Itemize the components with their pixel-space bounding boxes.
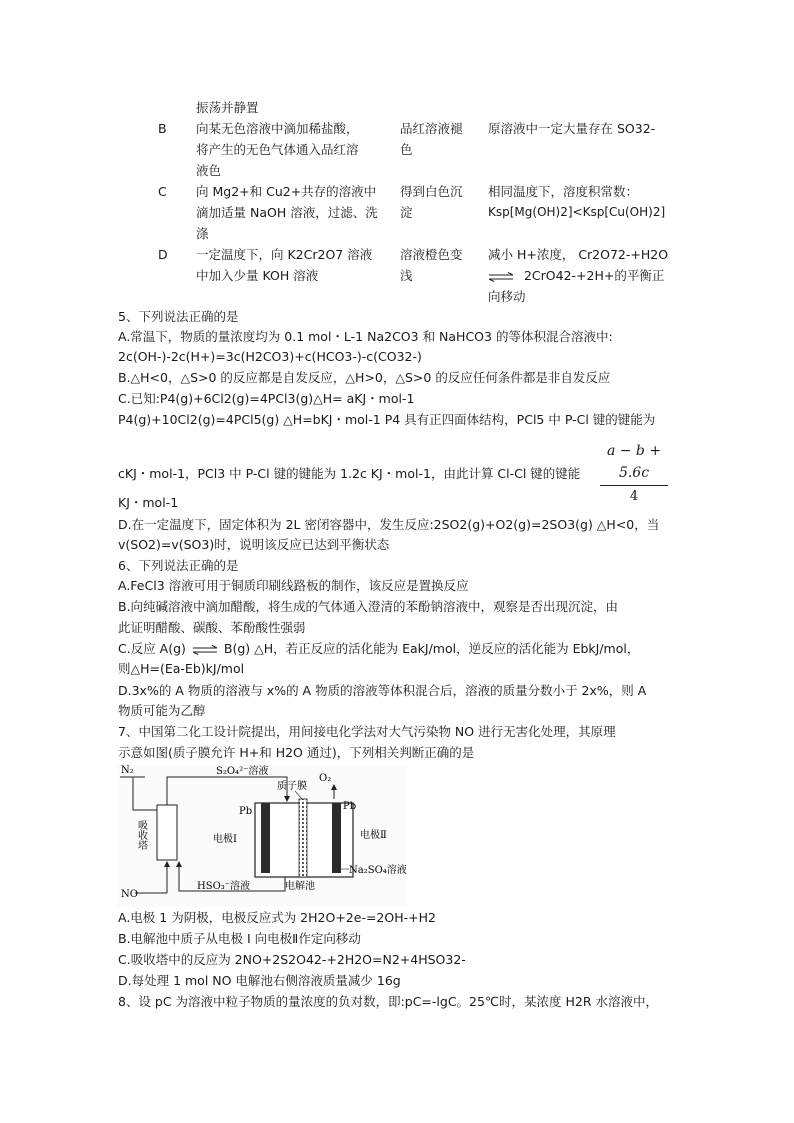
row-d-col4-line1: 减小 H+浓度， Cr2O72-+H2O — [488, 247, 669, 262]
row-c-col3-line1: 得到白色沉 — [400, 184, 463, 199]
q5-title: 5、下列说法正确的是 — [118, 309, 239, 324]
q5-option-a-line2: 2c(OH-)-2c(H+)=3c(H2CO3)+c(HCO3-)-c(CO32-) — [118, 349, 422, 364]
row-d-col4-line2-text: 2CrO42-+2H+的平衡正 — [523, 268, 665, 283]
label-hso3: HSO₃⁻溶液 — [197, 881, 251, 892]
row-c-col3-line2: 淀 — [400, 205, 413, 220]
equilibrium-arrow-icon — [192, 645, 218, 655]
q8-stem-line1: 8、设 pC 为溶液中粒子物质的量浓度的负对数，即:pC=-lgC。25℃时，某浓度 H2R 水溶液中， — [118, 994, 658, 1009]
label-n2: N₂ — [121, 765, 134, 776]
row-b-col2-line3: 液色 — [196, 163, 222, 178]
electrode-1 — [261, 803, 270, 873]
q6-option-a: A.FeCl3 溶液可用于铜质印刷线路板的制作，该反应是置换反应 — [118, 578, 469, 593]
q6-option-c-line2: 则△H=(Ea-Eb)kJ/mol — [118, 661, 245, 676]
q7-option-c: C.吸收塔中的反应为 2NO+2S2O42-+2H2O=N2+4HSO32- — [118, 952, 466, 967]
row-d-col2-line2: 中加入少量 KOH 溶液 — [196, 268, 319, 283]
q6-option-c-suffix: B(g) △H，若正反应的活化能为 EakJ/mol，逆反应的活化能为 EbkJ/mol， — [223, 641, 640, 656]
label-membrane: 质子膜 — [277, 781, 307, 792]
electrolysis-diagram — [117, 765, 407, 907]
q6-option-b-line1: B.向纯碱溶液中滴加醋酸，将生成的气体通入澄清的苯酚钠溶液中，观察是否出现沉淀，由 — [118, 599, 619, 614]
fraction-numerator: a − b + 5.6c — [606, 443, 662, 481]
label-electrode-1: 电极Ⅰ — [213, 834, 237, 845]
absorption-tower — [157, 805, 177, 860]
q5-option-d-line1: D.在一定温度下，固定体积为 2L 密闭容器中，发生反应:2SO2(g)+O2(g)=2SO3(g) △H<0，当 — [118, 517, 660, 532]
row-d-col2-line1: 一定温度下，向 K2Cr2O7 溶液 — [196, 247, 373, 262]
fraction-denominator: 4 — [629, 489, 639, 504]
q6-option-d-line2: 物质可能为乙醇 — [118, 703, 206, 718]
row-c-col2-line1: 向 Mg2+和 Cu2+共存的溶液中 — [196, 184, 377, 199]
row-c-col2-line2: 滴加适量 NaOH 溶液，过滤、洗 — [196, 205, 378, 220]
label-cell: 电解池 — [285, 881, 315, 892]
row-b-col3-line1: 品红溶液褪 — [400, 121, 463, 136]
q7-option-b: B.电解池中质子从电极 I 向电极Ⅱ作定向移动 — [118, 931, 361, 946]
row-b-col4-line1: 原溶液中一定大量存在 SO32- — [488, 121, 656, 136]
row-d-col4-line2 — [488, 265, 664, 286]
row-c-col2-line3: 涤 — [196, 226, 209, 241]
pipe-s2o4 — [167, 777, 287, 805]
row-d-col4-line3: 向移动 — [488, 289, 526, 304]
q5-option-d-line2: v(SO2)=v(SO3)时，说明该反应已达到平衡状态 — [118, 537, 390, 552]
label-na2so4: Na₂SO₄溶液 — [349, 865, 407, 876]
row-top-col2-line1: 振荡并静置 — [196, 100, 259, 115]
row-d-col3-line2: 浅 — [400, 268, 413, 283]
q7-option-d: D.每处理 1 mol NO 电解池右侧溶液质量减少 16g — [118, 973, 401, 988]
q6-option-d-line1: D.3x%的 A 物质的溶液与 x%的 A 物质的溶液等体积混合后，溶液的质量分数小于 2x%，则 A — [118, 683, 647, 698]
q7-stem-line2: 示意如图(质子膜允许 H+和 H2O 通过)，下列相关判断正确的是 — [118, 745, 475, 760]
electrolysis-diagram-svg — [117, 765, 407, 907]
bond-energy-fraction — [594, 440, 674, 507]
label-pb-right: Pb — [343, 801, 357, 812]
q6-title: 6、下列说法正确的是 — [118, 558, 239, 573]
row-b-label: B — [158, 121, 167, 136]
label-pb-left: Pb — [239, 806, 253, 817]
q5-option-c-line2: P4(g)+10Cl2(g)=4PCl5(g) △H=bKJ・mol-1 P4 具有正四面体结构，PCl5 中 P-Cl 键的键能为 — [118, 412, 656, 427]
q6-option-c-prefix: C.反应 A(g) — [118, 641, 186, 656]
q5-option-b: B.△H<0，△S>0 的反应都是自发反应，△H>0，△S>0 的反应任何条件都是非自发反应 — [118, 370, 611, 385]
q6-option-b-line2: 此证明醋酸、碳酸、苯酚酸性强弱 — [118, 620, 306, 635]
row-b-col2-line1: 向某无色溶液中滴加稀盐酸， — [196, 121, 359, 136]
q7-option-a: A.电极 1 为阴极，电极反应式为 2H2O+2e-=2OH-+H2 — [118, 910, 436, 925]
row-c-label: C — [158, 184, 167, 199]
pipe-n2-a — [133, 777, 157, 810]
row-b-col3-line2: 色 — [400, 142, 413, 157]
row-b-col2-line2: 将产生的无色气体通入品红溶 — [196, 142, 359, 157]
q5-option-c-line3: cKJ・mol-1，PCl3 中 P-Cl 键的键能为 1.2c KJ・mol-1，由此计算 Cl-Cl 键的键能 — [118, 466, 581, 481]
q5-option-c-line1: C.已知:P4(g)+6Cl2(g)=4PCl3(g)△H= aKJ・mol-1 — [118, 391, 415, 406]
row-c-col4-line2: Ksp[Mg(OH)2]<Ksp[Cu(OH)2] — [488, 205, 666, 219]
equilibrium-arrow-icon — [488, 272, 514, 282]
q6-option-c-line1 — [118, 639, 639, 659]
q5-option-a-line1: A.常温下，物质的量浓度均为 0.1 mol・L-1 Na2CO3 和 NaHCO3 的等体积混合溶液中: — [118, 329, 613, 344]
proton-membrane — [299, 799, 307, 877]
label-electrode-2: 电极Ⅱ — [360, 830, 387, 841]
label-o2: O₂ — [319, 773, 332, 784]
label-no: NO — [121, 889, 138, 900]
q5-option-c-line4: KJ・mol-1 — [118, 495, 179, 510]
row-d-col3-line1: 溶液橙色变 — [400, 247, 463, 262]
row-d-label: D — [158, 247, 168, 262]
electrode-2 — [332, 803, 341, 873]
fraction-bar — [600, 485, 668, 486]
label-s2o4: S₂O₄²⁻溶液 — [216, 766, 269, 777]
label-tower: 吸收塔 — [135, 820, 147, 850]
row-c-col4-line1: 相同温度下，溶度积常数： — [488, 184, 639, 199]
q7-stem-line1: 7、中国第二化工设计院提出，用间接电化学法对大气污染物 NO 进行无害化处理，其原理 — [118, 724, 616, 739]
